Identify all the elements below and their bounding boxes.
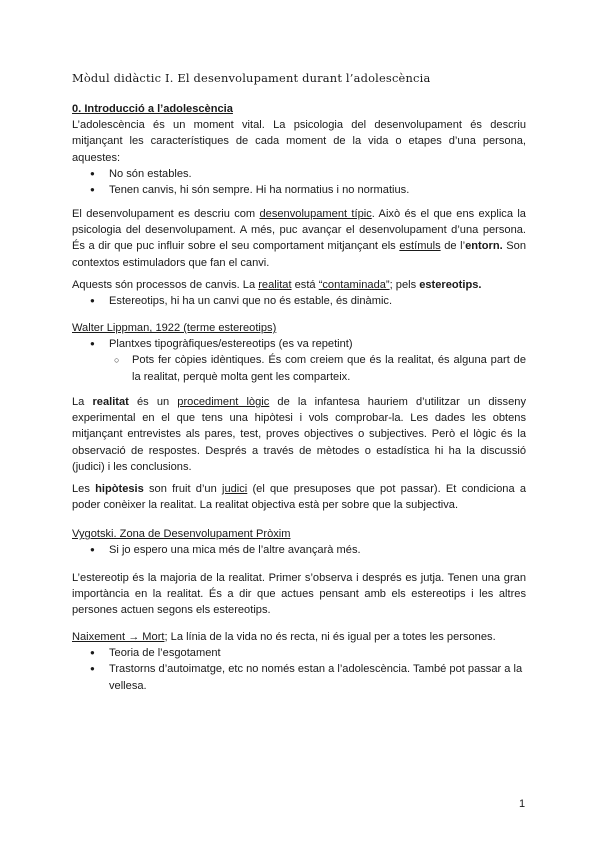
bold-term: hipòtesis [95, 483, 144, 495]
bullet-list [72, 542, 526, 558]
underlined-term: Naixement → Mort [72, 631, 165, 643]
bullet-list [72, 166, 526, 198]
text: de l’ [440, 240, 466, 253]
underlined-term: realitat [258, 279, 292, 291]
section-life-line [72, 629, 526, 694]
text: son fruit d’un [143, 483, 222, 495]
list-item: ● Si jo espero una mica més de l’altre avançarà més. [90, 542, 526, 558]
paragraph-development [72, 206, 526, 271]
paragraph: L’estereotip és la majoria de la realitat. Primer s’observa i després es jutja. Tenen una gran importància en la realitat. És a dir que actues pensant amb els estereotips i les altres persones actuen segons els estereotips. [72, 572, 526, 617]
paragraph [72, 394, 526, 475]
section-introduction [72, 101, 526, 198]
bullet-list [72, 336, 526, 385]
list-item: ● Trastorns d’autoimatge, etc no només estan a l’adolescència. També pot passar a la vellesa. [90, 661, 526, 693]
underlined-term: desenvolupament típic [259, 208, 372, 220]
paragraph-hypothesis [72, 481, 526, 513]
text: El desenvolupament es descriu com [72, 208, 260, 220]
underlined-term: procediment lògic [177, 396, 270, 408]
text: . Això és el que ens explica la psicologia del desenvolupament. A més, puc avançar el desenvolupament d’una persona. És a dir que puc influir sobre el seu comportament mitjançant els [72, 208, 526, 253]
underlined-term: judici [221, 483, 248, 495]
text: ; La línia de la vida no és recta, ni és igual per a totes les persones. [164, 631, 496, 643]
list-item: ● Teoria de l’esgotament [90, 645, 526, 661]
list-item: ● Estereotips, hi ha un canvi que no és estable, és dinàmic. [90, 293, 526, 309]
list-item: ● Plantxes tipogràfiques/estereotips (es va repetint) [90, 336, 526, 352]
sub-list-item: ○ Pots fer còpies idèntiques. És com creiem que és la realitat, és alguna part de la realitat, perquè molta gent les comparteix. [114, 352, 526, 384]
text: ; pels [389, 279, 420, 291]
bullet-list [72, 293, 526, 309]
underlined-term: “contaminada” [318, 279, 390, 291]
paragraph-reality [72, 394, 526, 475]
list-item: ● No són estables. [90, 166, 526, 182]
section-lippman [72, 320, 526, 385]
bullet-list [72, 645, 526, 694]
underlined-term: estímuls [399, 240, 441, 253]
section-heading: 0. Introducció a l’adolescència [72, 103, 233, 115]
page-number: 1 [519, 798, 526, 810]
text: de la infantesa hauriem d’utilitzar un disseny experimental en el que tens una hipòtesi i vols comprobar-la. Les dades les obtens mitjançant entrevistes als pares, test, proves objectives o subjectives. Però el lògic és la observació de respostes. Després a través de mètodes o estadística hi ha la discussió (judici) i les conclusions. [72, 396, 526, 473]
text: La [72, 396, 93, 408]
bold-term: entorn. [465, 240, 503, 253]
paragraph [72, 481, 526, 513]
page-title: Mòdul didàctic I. El desenvolupament durant l’adolescència [72, 71, 431, 85]
section-heading: Walter Lippman, 1922 (terme estereotips) [72, 322, 277, 334]
paragraph-stereotypes [72, 277, 526, 309]
list-item: ● Tenen canvis, hi són sempre. Hi ha normatius i no normatius. [90, 182, 526, 198]
text: está [291, 279, 319, 291]
paragraph [72, 277, 526, 293]
section-vygotski [72, 526, 526, 558]
section-heading: Vygotski. Zona de Desenvolupament Pròxim [72, 528, 291, 540]
text: Les [72, 483, 96, 495]
paragraph [72, 629, 526, 645]
paragraph: L’adolescència és un moment vital. La psicologia del desenvolupament és descriu mitjançant les característiques de cada moment de la vida o etapes d’una persona, aquestes: [72, 119, 526, 164]
text: és un [128, 396, 178, 408]
paragraph-stereotype-reality [72, 570, 526, 619]
text: Son contextos estimuladors que fan el canvi. [72, 240, 526, 269]
bold-term: realitat [92, 396, 129, 408]
paragraph [72, 206, 526, 271]
bold-term: estereotips. [419, 279, 482, 291]
text: Aquests són processos de canvis. La [72, 279, 259, 291]
text: (el que presuposes que pot passar). Et condiciona a poder conèixer la realitat. La realitat objectiva està per sobre que la subjectiva. [72, 483, 527, 512]
